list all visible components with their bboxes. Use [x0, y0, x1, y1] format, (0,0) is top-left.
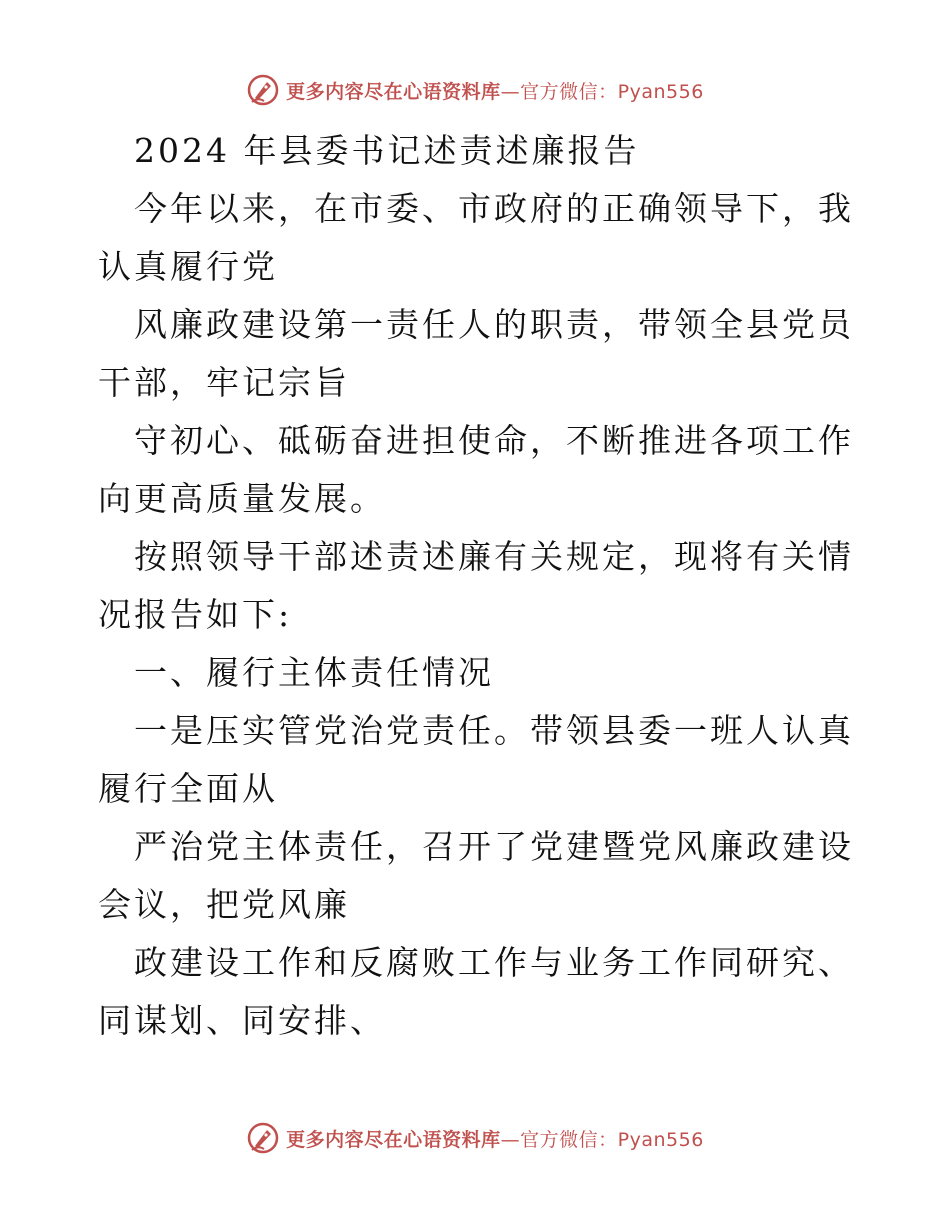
pen-nib-logo-icon: [246, 1121, 280, 1155]
header-watermark: [0, 70, 950, 110]
pen-nib-logo-icon: [246, 73, 280, 107]
document-title: 2024 年县委书记述责述廉报告: [134, 131, 640, 170]
watermark-text: 更多内容尽在心语资料库: [286, 80, 501, 103]
paragraph: 严治党主体责任，召开了党建暨党风廉政建设会议，把党风廉: [98, 827, 854, 924]
watermark-text: 更多内容尽在心语资料库: [286, 1128, 501, 1151]
section-heading: 一、履行主体责任情况: [134, 653, 494, 692]
paragraph: 守初心、砥砺奋进担使命，不断推进各项工作向更高质量发展。: [98, 421, 854, 518]
paragraph: 今年以来，在市委、市政府的正确领导下，我认真履行党: [98, 189, 854, 286]
watermark-contact: —官方微信：Pyan556: [500, 80, 704, 103]
paragraph: 一是压实管党治党责任。带领县委一班人认真履行全面从: [98, 711, 854, 808]
paragraph: 风廉政建设第一责任人的职责，带领全县党员干部，牢记宗旨: [98, 305, 854, 402]
watermark-contact: —官方微信：Pyan556: [500, 1128, 704, 1151]
footer-watermark: [0, 1118, 950, 1158]
document-body: [98, 122, 858, 1050]
paragraph: 政建设工作和反腐败工作与业务工作同研究、同谋划、同安排、: [98, 943, 854, 1040]
paragraph: 按照领导干部述责述廉有关规定，现将有关情况报告如下:: [98, 537, 854, 634]
